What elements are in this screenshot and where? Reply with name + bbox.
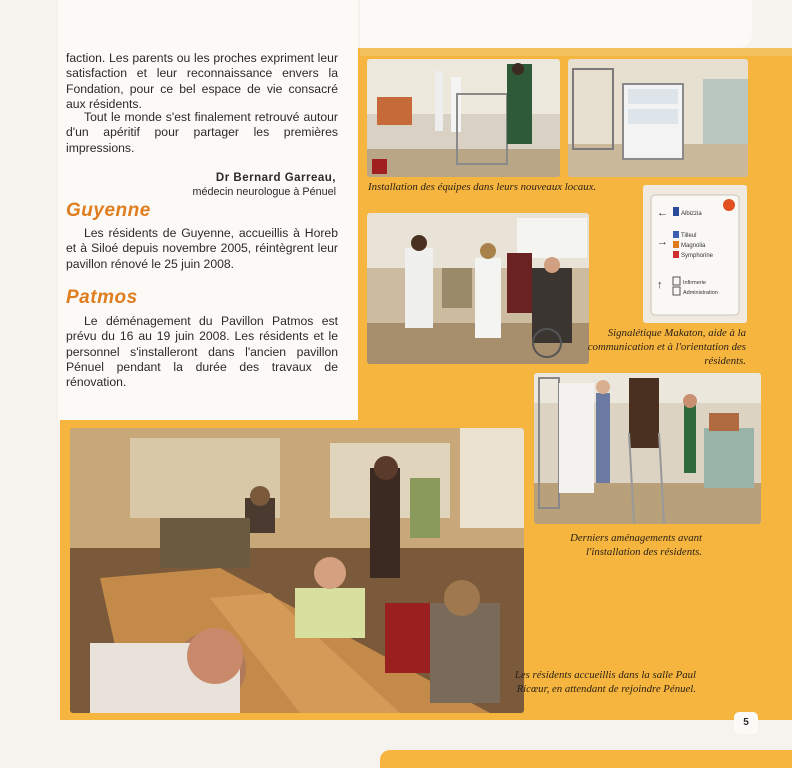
photo-final-fittings (534, 373, 761, 524)
section-heading-guyenne: Guyenne (66, 200, 151, 221)
photo-makaton-signage (643, 185, 747, 323)
svg-text:←: ← (657, 207, 668, 219)
svg-text:Infirmerie: Infirmerie (683, 280, 706, 286)
caption-amenagements: Derniers aménagements avant l'installation des résidents. (570, 532, 702, 558)
page-number: 5 (734, 712, 758, 734)
caption-salle: Les résidents accueillis dans la salle Paul Ricœur, en attendant de rejoindre Pénuel. (514, 669, 696, 695)
signature-name: Dr Bernard Garreau, (215, 172, 336, 184)
svg-text:Magnolia: Magnolia (681, 243, 706, 249)
signature-role: médecin neurologue à Pénuel (192, 186, 336, 198)
caption-equipes: Installation des équipes dans leurs nouveaux locaux. (368, 181, 597, 193)
photo-storage-racks (568, 59, 748, 177)
intro-paragraph: faction. Les parents ou les proches expriment leur satisfaction et leur reconnaissance envers la Fondation, pour ce bel espace de vie consacré aux résidents. (66, 51, 338, 111)
bottom-orange-band (380, 750, 792, 768)
svg-text:Symphorine: Symphorine (681, 253, 714, 259)
photo-residents-hall (70, 428, 524, 713)
section-body-patmos: Le déménagement du Pavillon Patmos est prévu du 16 au 19 juin 2008. Les résidents et le personnel s'installeront dans l'ancien pavillon Pénuel pendant la durée des travaux de rénovation. (66, 314, 338, 390)
caption-signaletique: Signalétique Makaton, aide à la communication et à l'orientation des résidents. (587, 327, 746, 367)
svg-text:↑: ↑ (657, 279, 663, 291)
top-white-band (360, 0, 752, 48)
photo-group-room (367, 213, 589, 364)
photo-staff-installation (367, 59, 560, 177)
orange-top-band (360, 48, 792, 56)
svg-text:Administration: Administration (683, 290, 718, 296)
closing-paragraph: Tout le monde s'est finalement retrouvé autour d'un apéritif pour partager les premières impressions. (66, 110, 338, 155)
section-body-guyenne: Les résidents de Guyenne, accueillis à Horeb et à Siloé depuis novembre 2005, réintègrent leur pavillon rénové le 25 juin 2008. (66, 226, 338, 271)
svg-text:Albizzia: Albizzia (681, 211, 702, 217)
svg-text:Tilleul: Tilleul (681, 233, 697, 239)
svg-text:→: → (657, 236, 668, 248)
section-heading-patmos: Patmos (66, 287, 138, 308)
